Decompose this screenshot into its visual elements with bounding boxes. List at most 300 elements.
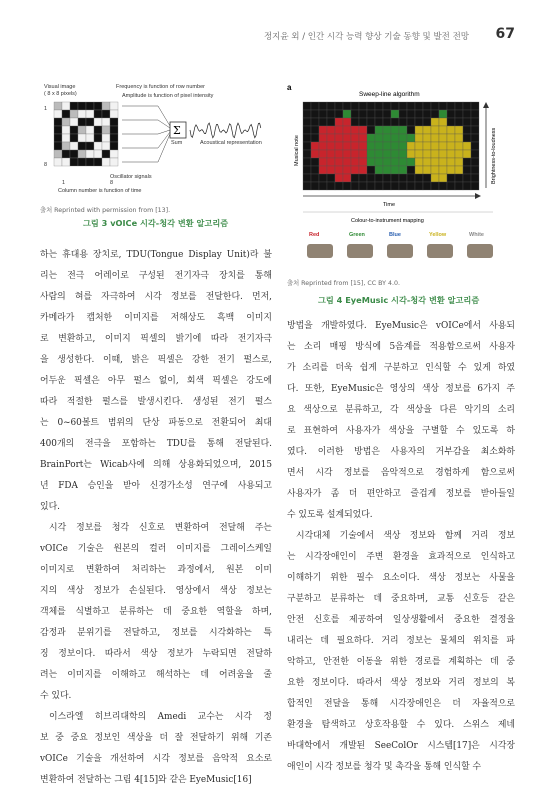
text-line: 수 있도록 설계되었다. xyxy=(287,510,373,520)
pixel xyxy=(327,118,335,126)
pixel xyxy=(94,102,102,110)
text-line: 가 소리를 더욱 쉽게 구분하고 인식할 수 있게 하였 xyxy=(287,363,515,373)
pixel xyxy=(463,126,471,134)
pixel xyxy=(439,102,447,110)
pixel xyxy=(447,182,455,190)
pixel xyxy=(431,182,439,190)
text-line: 있다. xyxy=(40,502,60,512)
text-line: 로 변환하고, 이미지 픽셀의 밝기에 따라 전기자극 xyxy=(40,334,272,344)
pixel-grid xyxy=(54,102,118,166)
pixel xyxy=(455,150,463,158)
pixel xyxy=(439,174,447,182)
pixel xyxy=(375,182,383,190)
text-line: 을 생성한다. 이때, 밝은 픽셀은 강한 전기 펄스로, xyxy=(40,355,272,365)
pixel xyxy=(399,118,407,126)
pixel xyxy=(439,182,447,190)
pixel xyxy=(303,126,311,134)
pixel xyxy=(431,134,439,142)
pixel xyxy=(319,158,327,166)
pixel xyxy=(311,174,319,182)
pixel xyxy=(303,102,311,110)
pixel xyxy=(391,102,399,110)
pixel xyxy=(62,158,70,166)
pixel xyxy=(423,126,431,134)
sweep-title: Sweep-line algorithm xyxy=(359,91,420,98)
pixel xyxy=(463,118,471,126)
pixel xyxy=(102,150,110,158)
text-line: 지의 색상 정보가 손실된다. 영상에서 색상 정보는 xyxy=(40,586,272,596)
pixel xyxy=(455,166,463,174)
pixel xyxy=(319,150,327,158)
text-line: vOICe 기술은 원본의 컬러 이미지를 그레이스케일 xyxy=(40,544,272,554)
pixel xyxy=(351,142,359,150)
pixel xyxy=(439,142,447,150)
page-number: 67 xyxy=(495,26,515,42)
pixel xyxy=(463,174,471,182)
pixel xyxy=(367,142,375,150)
pixel xyxy=(399,150,407,158)
pixel xyxy=(110,142,118,150)
color-instrument-keys xyxy=(307,232,493,258)
musical-note-label: Musical note xyxy=(294,135,300,166)
pixel xyxy=(383,166,391,174)
pixel xyxy=(439,150,447,158)
pixel xyxy=(327,142,335,150)
pixel xyxy=(471,110,479,118)
pixel xyxy=(423,182,431,190)
pixel xyxy=(407,102,415,110)
pixel xyxy=(86,150,94,158)
text-line: 로 표현하여 사용자가 색상을 구별할 수 있도록 하 xyxy=(287,426,515,436)
pixel xyxy=(351,110,359,118)
instrument-icon xyxy=(347,244,373,258)
pixel xyxy=(102,126,110,134)
pixel xyxy=(439,166,447,174)
pixel xyxy=(407,134,415,142)
pixel xyxy=(391,142,399,150)
text-line: 카메라가 캡처한 이미지를 저해상도 흑백 이미지 xyxy=(40,313,272,323)
paragraph xyxy=(40,707,272,791)
text-line: 변환하여 전달하는 그림 4[15]와 같은 EyeMusic[16] xyxy=(40,775,252,785)
pixel xyxy=(335,102,343,110)
pixel xyxy=(367,110,375,118)
figure-3-vOICe-diagram xyxy=(40,80,275,198)
pixel xyxy=(303,134,311,142)
pixel xyxy=(70,126,78,134)
text-line: 애인이 시각 정보를 청각 및 촉각을 통해 인식할 수 xyxy=(287,762,482,772)
pixel xyxy=(110,110,118,118)
text-line: 는 소리 매핑 방식에 5음계를 적용함으로써 사용자 xyxy=(287,342,515,352)
pixel xyxy=(343,110,351,118)
pixel xyxy=(431,150,439,158)
text-line: 객체를 식별하고 분류하는 데 중요한 역할을 하며, xyxy=(40,607,272,617)
pixel xyxy=(415,150,423,158)
pixel xyxy=(391,150,399,158)
pixel xyxy=(423,158,431,166)
pixel xyxy=(463,150,471,158)
pixel xyxy=(78,158,86,166)
pixel xyxy=(311,166,319,174)
pixel xyxy=(367,182,375,190)
pixel xyxy=(415,166,423,174)
pixel xyxy=(102,158,110,166)
pixel xyxy=(303,150,311,158)
text-line: 이미지로 변환하여 처리하는 과정에서, 원본 이미 xyxy=(40,565,272,575)
pixel xyxy=(343,166,351,174)
color-name-white: White xyxy=(469,232,484,238)
pixel xyxy=(343,134,351,142)
pixel xyxy=(391,118,399,126)
row-1-label: 1 xyxy=(44,106,48,112)
pixel xyxy=(94,110,102,118)
pixel xyxy=(455,158,463,166)
text-line: vOICe 기술을 개선하여 시각 정보를 음악적 요소로 xyxy=(40,754,272,764)
pixel xyxy=(94,134,102,142)
pixel xyxy=(399,134,407,142)
pixel xyxy=(54,158,62,166)
pixel xyxy=(319,174,327,182)
col-8-label: 8 xyxy=(110,180,114,186)
amplitude-label: Amplitude is function of pixel intensity xyxy=(122,93,214,99)
pixel xyxy=(343,118,351,126)
pixel xyxy=(391,166,399,174)
pixel xyxy=(471,118,479,126)
visual-image-label: Visual image xyxy=(44,84,76,90)
pixel xyxy=(375,134,383,142)
pixel xyxy=(62,150,70,158)
pixel xyxy=(471,102,479,110)
pixel xyxy=(78,150,86,158)
pixel xyxy=(359,142,367,150)
pixels-label: ( 8 x 8 pixels) xyxy=(44,91,77,97)
pixel xyxy=(407,126,415,134)
pixel xyxy=(70,110,78,118)
column-label: Column number is function of time xyxy=(58,188,142,194)
pixel xyxy=(327,110,335,118)
text-line: 바대학에서 개발된 SeeColOr 시스템[17]은 시각장 xyxy=(287,741,515,751)
color-name-green: Green xyxy=(349,232,365,238)
pixel xyxy=(94,158,102,166)
right-text-column xyxy=(287,316,515,778)
pixel xyxy=(102,134,110,142)
pixel xyxy=(343,126,351,134)
pixel xyxy=(471,174,479,182)
pixel xyxy=(375,118,383,126)
text-line: 감정과 분위기를 전달하고, 정보를 시각화하는 특 xyxy=(40,628,272,638)
pixel xyxy=(110,158,118,166)
pixel xyxy=(375,150,383,158)
sum-label: Sum xyxy=(171,140,183,146)
pixel xyxy=(431,158,439,166)
pixel xyxy=(70,102,78,110)
pixel xyxy=(439,110,447,118)
text-line: 였다. 이러한 방법은 사용자의 거부감을 최소화하 xyxy=(287,447,515,457)
signal-merge-lines xyxy=(158,106,170,162)
text-line: 하는 휴대용 장치로, TDU(Tongue Display Unit)라 불 xyxy=(40,250,272,260)
pixel xyxy=(447,118,455,126)
pixel xyxy=(335,126,343,134)
text-line: 사람의 혀를 자극하여 시각 정보를 전달한다. 먼저, xyxy=(40,292,272,302)
text-line: 는 0~60볼트 범위의 단상 파동으로 전환되어 최대 xyxy=(40,418,272,428)
pixel xyxy=(70,134,78,142)
pixel xyxy=(447,174,455,182)
pixel xyxy=(335,182,343,190)
pixel xyxy=(343,182,351,190)
pixel xyxy=(335,142,343,150)
pixel xyxy=(431,174,439,182)
pixel xyxy=(110,150,118,158)
paragraph xyxy=(287,316,515,526)
pixel xyxy=(367,174,375,182)
pixel xyxy=(383,134,391,142)
pixel xyxy=(391,182,399,190)
pixel xyxy=(367,102,375,110)
text-line: 징 정보이다. 따라서 색상 정보가 누락되면 전달하 xyxy=(40,649,272,659)
figure-4-eyemusic xyxy=(287,80,512,268)
pixel xyxy=(303,158,311,166)
color-name-red: Red xyxy=(309,232,320,238)
pixel xyxy=(303,182,311,190)
pixel xyxy=(455,126,463,134)
text-line: 악하고, 안전한 이동을 위한 경로를 계획하는 데 중 xyxy=(287,657,515,667)
pixel xyxy=(319,102,327,110)
pixel xyxy=(455,118,463,126)
pixel xyxy=(359,174,367,182)
pixel xyxy=(86,142,94,150)
pixel xyxy=(62,110,70,118)
pixel xyxy=(375,126,383,134)
pixel xyxy=(455,134,463,142)
pixel xyxy=(399,182,407,190)
pixel xyxy=(327,182,335,190)
pixel xyxy=(415,110,423,118)
pixel xyxy=(311,102,319,110)
pixel xyxy=(423,118,431,126)
pixel xyxy=(351,174,359,182)
pixel xyxy=(335,158,343,166)
pixel xyxy=(110,134,118,142)
pixel xyxy=(70,158,78,166)
pixel xyxy=(303,174,311,182)
text-line: 내리는 데 필요하다. 거리 정보는 물체의 위치를 파 xyxy=(287,636,515,646)
pixel xyxy=(423,150,431,158)
pixel xyxy=(311,126,319,134)
pixel xyxy=(319,166,327,174)
pixel xyxy=(399,174,407,182)
pixel xyxy=(423,142,431,150)
time-label: Time xyxy=(383,202,396,208)
pixel xyxy=(94,126,102,134)
paragraph xyxy=(287,526,515,778)
paragraph xyxy=(40,245,272,518)
pixel xyxy=(94,118,102,126)
pixel xyxy=(415,174,423,182)
pixel xyxy=(415,118,423,126)
text-line: 보 중 중요 정보인 색상을 더 잘 전달하기 위해 기존 xyxy=(40,733,272,743)
pixel xyxy=(359,110,367,118)
pixel xyxy=(311,118,319,126)
pixel xyxy=(86,158,94,166)
pixel xyxy=(471,182,479,190)
pixel xyxy=(343,150,351,158)
pixel xyxy=(335,134,343,142)
pixel xyxy=(335,166,343,174)
brightness-label: Brightness-to-loudness xyxy=(491,127,497,184)
text-line: 합적인 전달을 통해 시각장애인은 더 자율적으로 xyxy=(287,699,515,709)
pixel xyxy=(447,134,455,142)
pixel xyxy=(447,142,455,150)
pixel xyxy=(54,110,62,118)
text-line: 400개의 전극을 포함하는 TDU를 통해 전달된다. xyxy=(40,439,272,449)
pixel xyxy=(383,174,391,182)
text-line: 환경을 탐색하고 상호작용할 수 있다. 스위스 제네 xyxy=(287,720,515,730)
pixel xyxy=(343,142,351,150)
pixel xyxy=(375,102,383,110)
pixel xyxy=(319,134,327,142)
pixel xyxy=(303,110,311,118)
pixel xyxy=(383,126,391,134)
pixel xyxy=(455,142,463,150)
pixel xyxy=(351,118,359,126)
pixel xyxy=(303,166,311,174)
loudness-arrow-head xyxy=(483,102,489,108)
pixel xyxy=(447,110,455,118)
pixel xyxy=(102,118,110,126)
panel-label: a xyxy=(287,83,292,92)
pixel xyxy=(327,166,335,174)
text-line: 구분하고 분류하는 데 중요하며, 교통 신호등 같은 xyxy=(287,594,515,604)
pixel xyxy=(327,174,335,182)
pixel xyxy=(391,126,399,134)
pixel xyxy=(54,142,62,150)
pixel xyxy=(94,142,102,150)
pixel xyxy=(367,118,375,126)
pixel xyxy=(62,126,70,134)
text-line: 요 색상으로 분류하고, 각 색상을 다른 악기의 소리 xyxy=(287,405,515,415)
pixel xyxy=(399,110,407,118)
pixel xyxy=(431,110,439,118)
instrument-icon xyxy=(307,244,333,258)
pixel xyxy=(463,134,471,142)
pixel xyxy=(367,158,375,166)
text-line: 방법을 개발하였다. EyeMusic은 vOICe에서 사용되 xyxy=(287,321,515,331)
text-line: 수 있다. xyxy=(40,691,72,701)
pixel xyxy=(447,158,455,166)
pixel xyxy=(423,102,431,110)
pixel xyxy=(391,158,399,166)
pixel xyxy=(407,142,415,150)
text-line: 리는 전극 어레이로 구성된 전기자극 장치를 통해 xyxy=(40,271,272,281)
text-line: 어두운 픽셀은 아무 펄스 없이, 회색 픽셀은 강도에 xyxy=(40,376,272,386)
pixel xyxy=(407,118,415,126)
pixel xyxy=(367,166,375,174)
pixel xyxy=(431,118,439,126)
pixel xyxy=(102,102,110,110)
pixel xyxy=(471,142,479,150)
pixel xyxy=(399,142,407,150)
pixel xyxy=(319,142,327,150)
acoustical-waveform xyxy=(190,123,261,138)
pixel xyxy=(319,110,327,118)
pixel xyxy=(367,126,375,134)
text-line: 안전 신호를 제공하여 일상생활에서 중요한 결정을 xyxy=(287,615,515,625)
pixel xyxy=(407,182,415,190)
pixel xyxy=(407,166,415,174)
text-line: 려는 이미지를 이해하고 해석하는 데 어려움을 줄 xyxy=(40,670,272,680)
pixel xyxy=(70,150,78,158)
frequency-label: Frequency is function of row number xyxy=(116,84,205,90)
figure-4-credit: 출처 Reprinted from [15], CC BY 4.0. xyxy=(287,280,401,287)
pixel xyxy=(86,134,94,142)
text-line: 따라 적절한 펄스를 발생시킨다. 생성된 전기 펄스 xyxy=(40,397,272,407)
pixel xyxy=(110,126,118,134)
pixel xyxy=(359,182,367,190)
pixel xyxy=(359,150,367,158)
pixel xyxy=(375,142,383,150)
pixel xyxy=(351,102,359,110)
color-name-yellow: Yellow xyxy=(429,232,447,238)
pixel xyxy=(463,158,471,166)
pixel xyxy=(447,166,455,174)
pixel xyxy=(359,166,367,174)
pixel xyxy=(399,166,407,174)
pixel xyxy=(399,158,407,166)
time-arrow-head xyxy=(475,193,481,199)
pixel xyxy=(423,134,431,142)
pixel xyxy=(319,118,327,126)
pixel xyxy=(54,126,62,134)
pixel xyxy=(86,110,94,118)
oscillator-label: Oscillator signals xyxy=(110,174,152,180)
row-8-label: 8 xyxy=(44,162,48,168)
pixel xyxy=(415,182,423,190)
pixel xyxy=(415,102,423,110)
pixel xyxy=(62,102,70,110)
pixel xyxy=(359,118,367,126)
pixel xyxy=(399,102,407,110)
pixel xyxy=(110,102,118,110)
text-line: 이해하기 위한 필수 요소이다. 색상 정보는 사물을 xyxy=(287,573,515,583)
pixel xyxy=(78,110,86,118)
col-1-label: 1 xyxy=(62,180,66,186)
mapping-label: Colour-to-instrument mapping xyxy=(351,218,424,224)
pixel xyxy=(407,150,415,158)
pixel xyxy=(335,110,343,118)
pixel xyxy=(102,142,110,150)
fruit-pixel-grid xyxy=(303,102,479,190)
pixel xyxy=(327,102,335,110)
pixel xyxy=(463,182,471,190)
pixel xyxy=(431,126,439,134)
pixel xyxy=(303,142,311,150)
pixel xyxy=(110,118,118,126)
pixel xyxy=(86,102,94,110)
pixel xyxy=(327,150,335,158)
pixel xyxy=(311,134,319,142)
pixel xyxy=(70,142,78,150)
text-line: 시각대체 기술에서 색상 정보와 함께 거리 정보 xyxy=(296,531,515,541)
text-line: 년 FDA 승인을 받아 신경가소성 연구에 사용되고 xyxy=(40,481,272,491)
pixel xyxy=(463,142,471,150)
pixel xyxy=(54,134,62,142)
pixel xyxy=(311,150,319,158)
pixel xyxy=(351,150,359,158)
text-line: 이스라엘 히브리대학의 Amedi 교수는 시각 정 xyxy=(49,712,272,722)
pixel xyxy=(375,110,383,118)
pixel xyxy=(359,158,367,166)
pixel xyxy=(102,110,110,118)
pixel xyxy=(471,126,479,134)
